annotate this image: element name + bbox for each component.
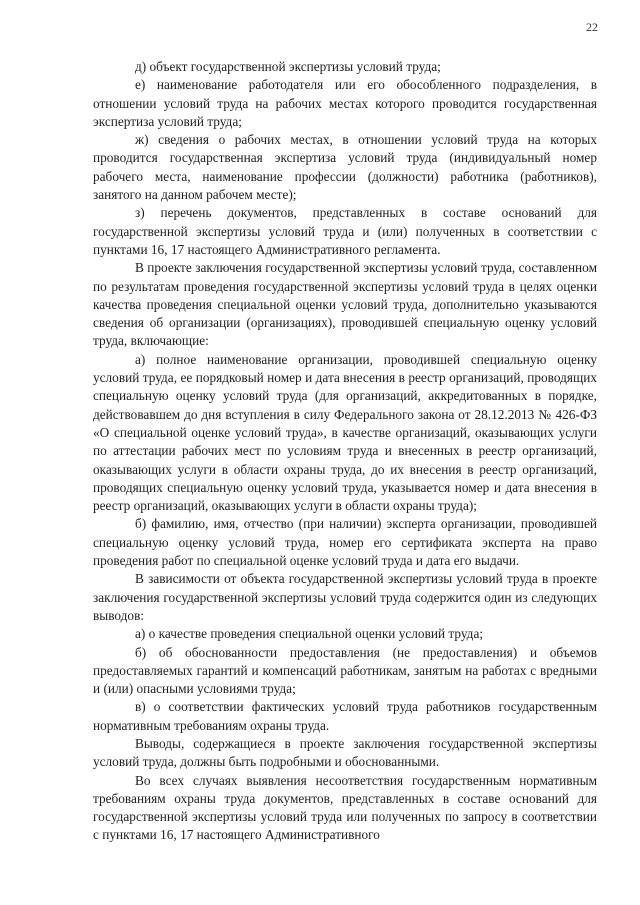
paragraph-item-z: з) перечень документов, представленных в составе оснований для государственной экспертизы условий труда и (или) полученных в соответствии с пунктами 16, 17 настоящего Административного регламента. bbox=[93, 205, 597, 257]
page-number: 22 bbox=[586, 20, 598, 34]
paragraph-nonconformity: Во всех случаях выявления несоответствия государственным нормативным требованиям охраны труда документов, представленных в составе оснований для государственной экспертизы условий труда или полученных по запросу в соответствии с пунктами 16, 17 настоящего Административного bbox=[93, 772, 597, 843]
paragraph-conclusion-b: б) об обоснованности предоставления (не предоставления) и объемов предоставляемых гарантий и компенсаций работникам, занятым на работах с вредными и (или) опасными условиями труда; bbox=[93, 644, 597, 697]
paragraph-item-b-expert: б) фамилию, имя, отчество (при наличии) эксперта организации, проводившей специальную оценку условий труда, номер его сертификата эксперта на право проведения работ по специальной оценке условий труда и дата его выдачи. bbox=[93, 516, 597, 569]
paragraph-conclusions-detail: Выводы, содержащиеся в проекте заключения государственной экспертизы условий труда, должны быть подробными и обоснованными. bbox=[93, 735, 597, 770]
paragraph-conclusion-v: в) о соответствии фактических условий труда работников государственным нормативным требованиям охраны труда. bbox=[93, 699, 597, 733]
paragraph-item-a-organization: а) полное наименование организации, проводившей специальную оценку условий труда, ее порядковый номер и дата внесения в реестр организаций, проводящих специальную оценку условий труда (для организаций, аккредитованных в порядке, действовавшем до дня вступления в силу Федерального закона от 28.12.2013 № 426-ФЗ «О специальной оценке условий труда», в качестве организаций, оказывающих услуги по аттестации рабочих мест по условиям труда и внесенных в реестр организаций, оказывающих услуги в области охраны труда, до их внесения в реестр организаций, проводящих специальную оценку условий труда, указывается номер и дата внесения в реестр организаций, оказывающих услуги в области охраны труда); bbox=[93, 351, 597, 514]
paragraph-item-d: д) объект государственной экспертизы условий труда; bbox=[135, 59, 441, 74]
body-text bbox=[93, 58, 597, 845]
paragraph-item-zh: ж) сведения о рабочих местах, в отношении условий труда на которых проводится государственная экспертиза условий труда (индивидуальный номер рабочего места, наименование профессии (должности) работника (работников), занятого на данном рабочем месте); bbox=[93, 132, 597, 203]
paragraph-conclusions-intro: В зависимости от объекта государственной экспертизы условий труда в проекте заключения государственной экспертизы условий труда содержится один из следующих выводов: bbox=[93, 571, 597, 623]
paragraph-draft-conclusion: В проекте заключения государственной экспертизы условий труда, составленном по результатам проведения государственной экспертизы условий труда в целях оценки качества проведения специальной оценки условий труда, дополнительно указываются сведения об организации (организациях), проводившей специальную оценку условий труда, включающие: bbox=[93, 260, 597, 349]
paragraph-conclusion-a: а) о качестве проведения специальной оценки условий труда; bbox=[135, 626, 484, 642]
paragraph-item-e: е) наименование работодателя или его обособленного подразделения, в отношении условий труда на рабочих местах которого проводится государственная экспертиза условий труда; bbox=[93, 77, 597, 129]
